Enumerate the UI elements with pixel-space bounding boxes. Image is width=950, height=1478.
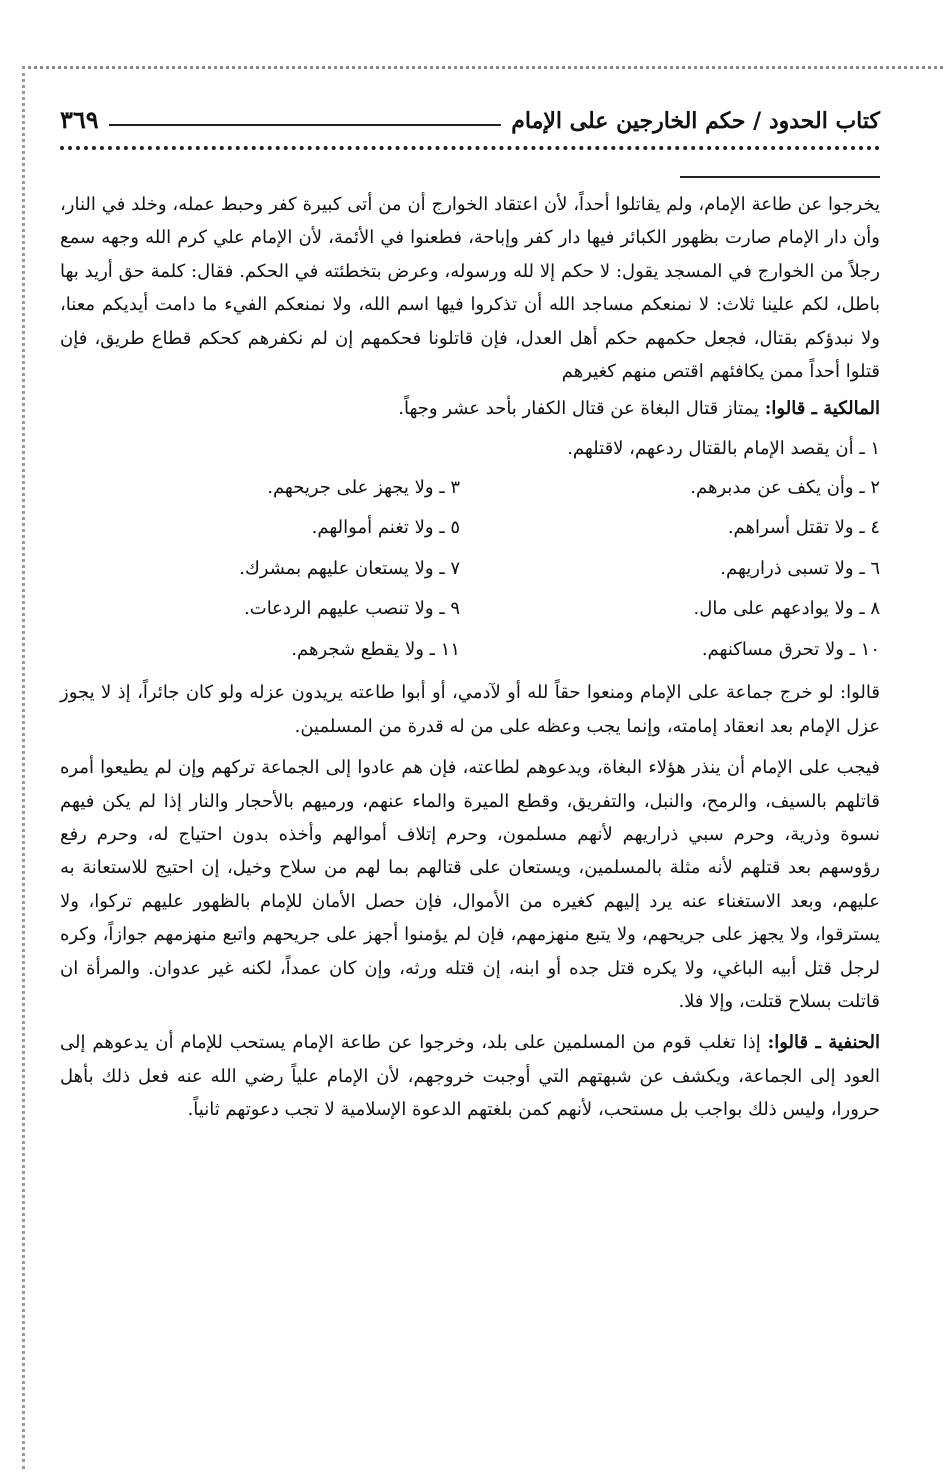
hanafi-text: إذا تغلب قوم من المسلمين على بلد، وخرجوا عن طاعة الإمام يستحب للإمام أن يدعوهم إلى العود إلى الجماعة، ويكشف عن شبهتهم التي أوجبت خروجهم، لأن الإمام علياً رضي الله عنه فعل ذلك بأهل حرورا، وليس ذلك بواجب بل مستحب، لأنهم كمن بلغتهم الدعوة الإسلامية لا تجب دعوتهم ثانياً. [60, 1032, 880, 1121]
list-item: ٧ ـ ولا يستعان عليهم بمشرك. [239, 557, 460, 579]
list-item: ٨ ـ ولا يوادعهم على مال. [693, 598, 880, 620]
list-item: ٤ ـ ولا تقتل أسراهم. [727, 517, 880, 539]
header-dotted-rule [60, 144, 880, 150]
maliki-list [60, 430, 880, 671]
paragraph-khawarij: يخرجوا عن طاعة الإمام، ولم يقاتلوا أحداً، لأن اعتقاد الخوارج أن من أتى كبيرة كفر وحبط عمله، وخلد في النار، وأن دار الإمام صارت بظهور الكبائر فيها دار كفر وإباحة، فطعنوا في الأئمة، لأن الإمام علي كرم الله وجهه سمع رجلاً من الخوارج في المسجد يقول: لا حكم إلا لله ورسوله، وعرض بتخطئته في الحكم. فقال: كلمة حق أريد بها باطل، لكم علينا ثلاث: لا نمنعكم مساجد الله أن تذكروا فيها اسم الله، ولا نمنعكم الفيء ما دامت أيديكم معنا، ولا نبدؤكم بقتال، فجعل حكمهم حكم أهل العدل، فإن قاتلونا فحكمهم إن لم نكفرهم كحكم قطاع طريق، فإن قتلوا أحداً ممن يكافئهم اقتص منهم كغيرهم [60, 194, 880, 383]
maliki-paragraph-2: قالوا: لو خرج جماعة على الإمام ومنعوا حقاً لله أو لآدمي، أو أبوا طاعته يريدون عزله ولو كان جائراً، إذ لا يجوز عزل الإمام بعد انعقاد إمامته، وإنما يجب وعظه على من له قدرة من المسلمين. [60, 682, 880, 737]
list-item: ١١ ـ ولا يقطع شجرهم. [291, 638, 460, 660]
list-grid [60, 468, 880, 671]
list-item: ٦ ـ ولا تسبى ذراريهم. [720, 557, 880, 579]
list-item: ٥ ـ ولا تغنم أموالهم. [311, 517, 460, 539]
header-rule [109, 124, 502, 126]
list-item: ١٠ ـ ولا تحرق مساكنهم. [701, 638, 880, 660]
running-header [60, 96, 880, 134]
header-title: كتاب الحدود / حكم الخارجين على الإمام [511, 108, 880, 134]
maliki-intro [60, 392, 880, 425]
hanafi-paragraph [60, 1026, 880, 1126]
list-item: ٢ ـ وأن يكف عن مدبرهم. [690, 476, 880, 498]
maliki-intro-text: يمتاز قتال البغاة عن قتال الكفار بأحد عشر وجهاً. [398, 398, 760, 420]
maliki-paragraph-3: فيجب على الإمام أن ينذر هؤلاء البغاة، ويدعوهم لطاعته، فإن هم عادوا إلى الجماعة تركهم وإن لم يطيعوا أمره قاتلهم بالسيف، والرمح، والنبل، والتفريق، وقطع الميرة والماء عنهم، ورميهم بالأحجار والنار إذا لم يكن فيهم نسوة وذرية، وحرم سبي ذراريهم لأنهم مسلمون، وحرم إتلاف أموالهم وأخذه بدون احتياج له، وحرم رفع رؤوسهم بعد قتلهم لأنه مثلة بالمسلمين، ويستعان على قتالهم بما لهم من سلاح وخيل، إن احتيج للاستعانة به عليهم، وبعد الاستغناء عنه يرد إليهم كغيره من الأموال، فإن حصل الأمان للإمام بالظهور عليهم تركوا، ولا يسترقوا، ولا يجهز على جريحهم، ولا يتبع منهزمهم، فإن لم يؤمنوا أجهز على جريحهم واتبع منهزمهم جوازاً، وكره لرجل قتل أبيه الباغي، ولا يكره قتل جده أو ابنه، إن قتله ورثه، وإن كان عمداً، لكنه غير عدوان. والمرأة ان قاتلت بسلاح قتلت، وإلا فلا. [60, 757, 880, 1012]
book-page [60, 96, 880, 1127]
page-number: ٣٦٩ [60, 105, 99, 134]
list-item: ١ ـ أن يقصد الإمام بالقتال ردعهم، لاقتلهم. [567, 437, 880, 459]
hanafi-lead: الحنفية ـ قالوا: [767, 1032, 880, 1054]
footnote-separator [680, 176, 880, 178]
maliki-lead: المالكية ـ قالوا: [764, 398, 880, 420]
list-item: ٩ ـ ولا تنصب عليهم الردعات. [244, 598, 460, 620]
list-item: ٣ ـ ولا يجهز على جريحهم. [267, 476, 460, 498]
